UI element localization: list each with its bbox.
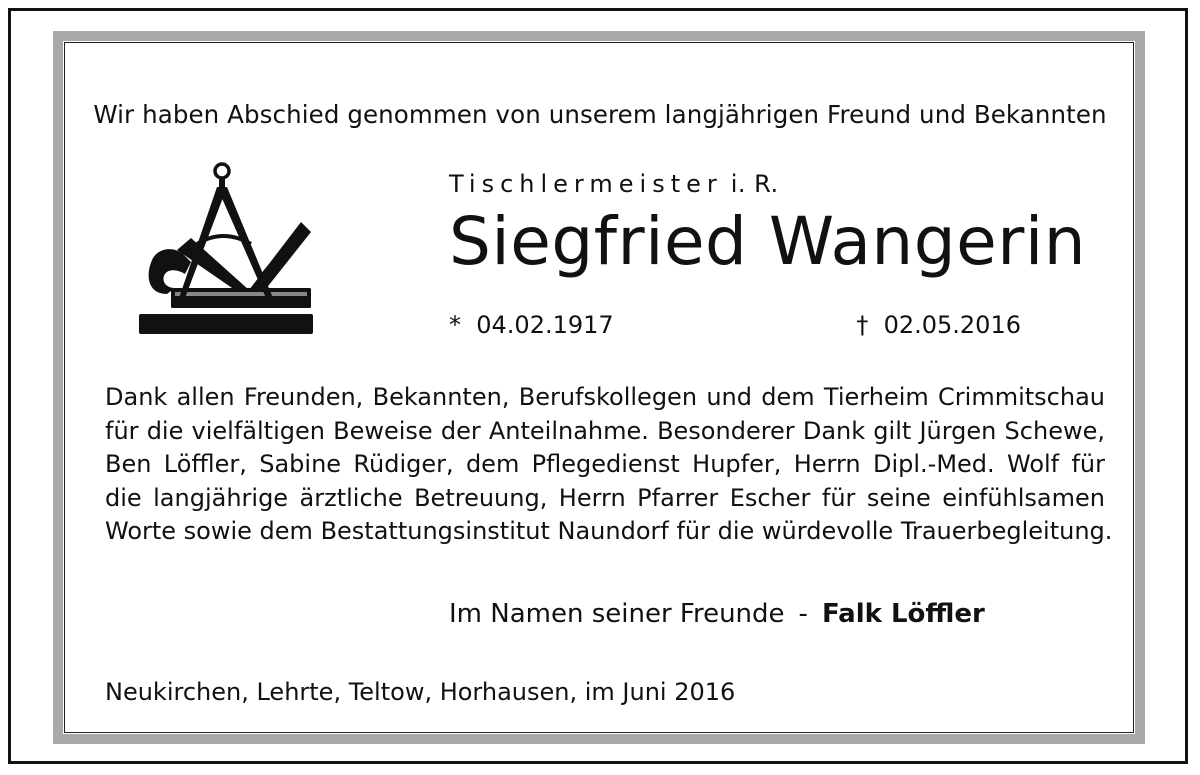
deceased-name: Siegfried Wangerin [449, 203, 1087, 280]
birth-symbol: * [449, 311, 461, 339]
signoff-line [449, 599, 985, 629]
thanks-line: die langjährige ärztliche Betreuung, Herrn Pfarrer Escher für seine einfühlsamen [105, 483, 1105, 512]
thanks-line: Dank allen Freunden, Bekannten, Berufskollegen und dem Tierheim Crimmitschau [105, 383, 1105, 411]
occupation-label: Tischlermeister [449, 170, 723, 198]
place-date-line: Neukirchen, Lehrte, Teltow, Horhausen, im Juni 2016 [105, 678, 736, 706]
thanks-line: für die vielfältigen Beweise der Anteilnahme. Besonderer Dank gilt Jürgen Schewe, [105, 416, 1105, 445]
thanks-line: Worte sowie dem Bestattungsinstitut Naundorf für die würdevolle Trauerbegleitung. [105, 517, 1113, 545]
death-date: 02.05.2016 [883, 311, 1021, 339]
thanks-line: Ben Löffler, Sabine Rüdiger, dem Pflegedienst Hupfer, Herrn Dipl.-Med. Wolf für [105, 450, 1105, 478]
signoff-separator: - [798, 599, 808, 629]
signoff-name: Falk Löffler [821, 599, 985, 629]
birth-date-line [449, 311, 614, 339]
notice-panel [64, 42, 1134, 733]
thanks-paragraph [105, 381, 1113, 549]
death-date-line [856, 311, 1021, 339]
death-cross-icon: † [856, 311, 869, 339]
signoff-prefix: Im Namen seiner Freunde [449, 599, 785, 629]
intro-line: Wir haben Abschied genommen von unserem langjährigen Freund und Bekannten [93, 100, 1107, 129]
notice-frame [53, 31, 1145, 744]
birth-date: 04.02.1917 [476, 311, 614, 339]
occupation-suffix: i. R. [730, 170, 779, 198]
carpentry-tools-icon [139, 162, 317, 337]
occupation-title [449, 170, 779, 198]
